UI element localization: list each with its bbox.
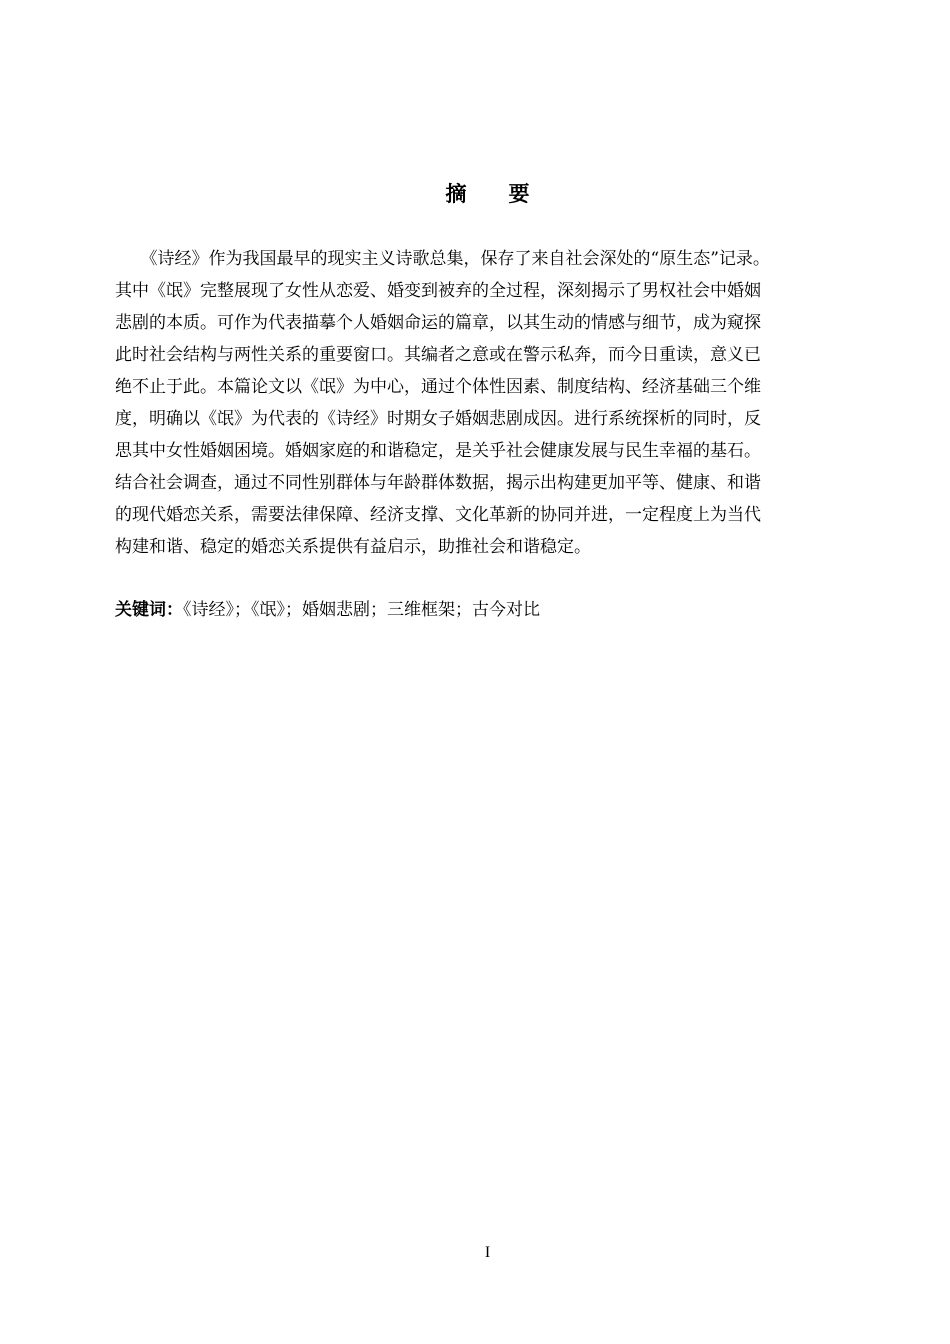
abstract-line: 其中《氓》完整展现了女性从恋爱、婚变到被弃的全过程，深刻揭示了男权社会中婚姻 [115, 281, 761, 301]
abstract-line: 此时社会结构与两性关系的重要窗口。其编者之意或在警示私奔，而今日重读，意义已 [115, 345, 761, 365]
keywords-label: 关键词： [115, 600, 183, 620]
abstract-body [115, 243, 855, 563]
title-char-1: 摘 [445, 182, 467, 206]
abstract-line: 的现代婚恋关系，需要法律保障、经济支撑、文化革新的协同并进，一定程度上为当代 [115, 505, 761, 525]
page-number: I [484, 1244, 491, 1261]
abstract-title [0, 178, 950, 208]
abstract-line: 构建和谐、稳定的婚恋关系提供有益启示，助推社会和谐稳定。 [115, 537, 591, 557]
abstract-line: 思其中女性婚姻困境。婚姻家庭的和谐稳定，是关乎社会健康发展与民生幸福的基石。 [115, 441, 761, 461]
abstract-line: 悲剧的本质。可作为代表描摹个人婚姻命运的篇章，以其生动的情感与细节，成为窥探 [115, 313, 761, 333]
abstract-line: 绝不止于此。本篇论文以《氓》为中心，通过个体性因素、制度结构、经济基础三个维 [115, 377, 761, 397]
abstract-line: 度，明确以《氓》为代表的《诗经》时期女子婚姻悲剧成因。进行系统探析的同时，反 [115, 409, 761, 429]
keywords-line [115, 596, 540, 624]
abstract-line: 结合社会调查，通过不同性别群体与年龄群体数据，揭示出构建更加平等、健康、和谐 [115, 473, 761, 493]
abstract-line: 《诗经》作为我国最早的现实主义诗歌总集，保存了来自社会深处的“原生态”记录。 [115, 249, 770, 269]
keywords-text: 《诗经》；《氓》；婚姻悲剧；三维框架；古今对比 [183, 600, 540, 620]
title-char-2: 要 [508, 182, 530, 206]
